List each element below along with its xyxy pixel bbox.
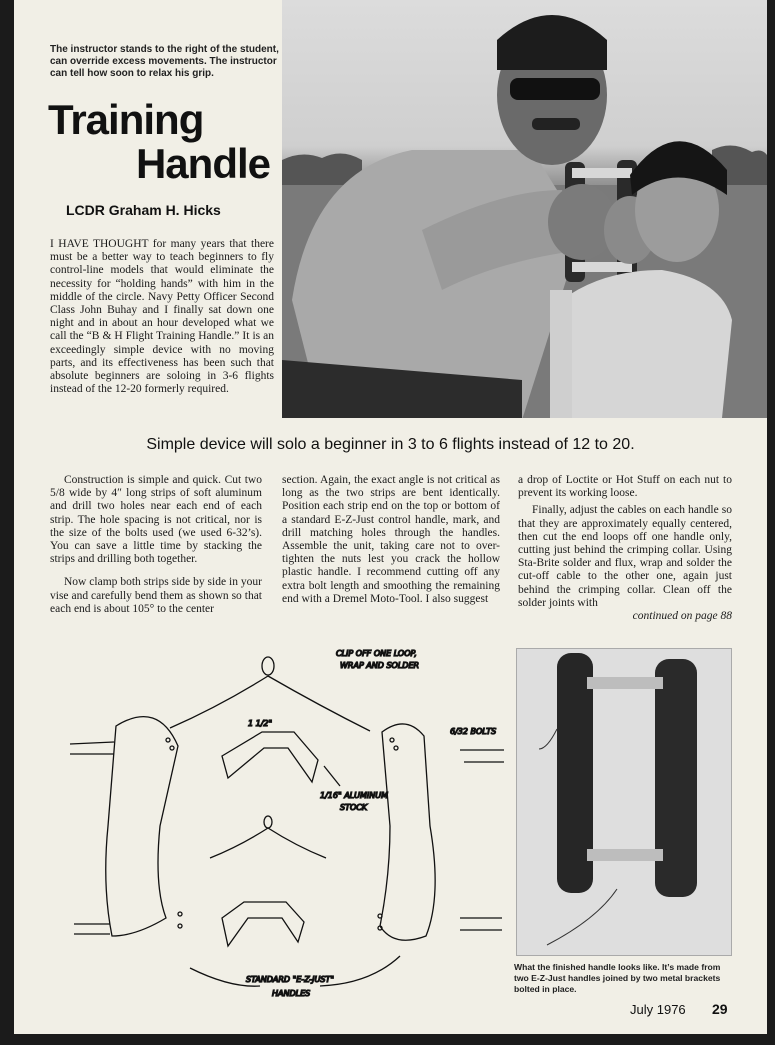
subheadline: Simple device will solo a beginner in 3 to 6 flights instead of 12 to 20.	[146, 436, 635, 453]
author-byline: LCDR Graham H. Hicks	[66, 202, 221, 218]
paragraph: Now clamp both strips side by side in your vise and carefully bend them as shown so that each end is about 105° to the center	[50, 576, 262, 615]
paragraph: Construction is simple and quick. Cut two 5/8 wide by 4″ long strips of soft aluminum and drill two holes near each end of each strip. The hole spacing is not critical, nor is the size of the bolts used (we used 6-32’s). You can save a little time by stacking the strips and drilling both together.	[50, 474, 262, 566]
title-line-2: Handle	[135, 140, 270, 187]
label-width: 1 1/2"	[248, 719, 273, 728]
label-aluminum: 1/16" ALUMINUM	[320, 791, 388, 800]
label-clip: CLIP OFF ONE LOOP,	[336, 649, 417, 658]
paragraph: a drop of Loctite or Hot Stuff on each nut to prevent its working loose.	[518, 474, 732, 500]
text-column-2	[282, 474, 500, 606]
intro-paragraph: I HAVE THOUGHT for many years that there must be a better way to teach beginners to fly control-line models that would eliminate the necessity for “holding hands” with him in the middle of the circle. Navy Petty Officer Second Class John Buhay and I finally sat down one night and in about an hour developed what we call the “B & H Flight Training Handle.” It is an exceedingly simple device with no moving parts, and its effectiveness has been such that absolute beginners are soloing in 3-6 flights instead of the 12-20 formerly required.	[50, 238, 274, 396]
continued-note: continued on page 88	[632, 610, 732, 623]
text-column-3	[518, 474, 732, 623]
label-handles: HANDLES	[272, 989, 311, 998]
photo-caption: The instructor stands to the right of the student, can override excess movements. The instructor can tell how soon to relax his grip.	[50, 44, 279, 79]
instructor-student-photo	[282, 0, 767, 418]
label-wrap: WRAP AND SOLDER	[340, 661, 420, 670]
magazine-page	[14, 0, 767, 1034]
label-standard: STANDARD "E-Z-JUST"	[246, 975, 335, 984]
title-line-1: Training	[48, 96, 204, 143]
issue-date: July 1976	[630, 1002, 686, 1017]
page-number: 29	[712, 1001, 728, 1017]
finished-handle-photo	[516, 648, 732, 956]
label-bolts: 6/32 BOLTS	[450, 727, 497, 736]
handle-diagram	[50, 636, 510, 1006]
handle-photo-caption: What the finished handle looks like. It’s made from two E-Z-Just handles joined by two metal brackets bolted in place.	[514, 962, 721, 994]
article-title	[48, 98, 270, 186]
paragraph: section. Again, the exact angle is not critical as long as the two strips are bent identically. Position each strip end on the top or bottom of a standard E-Z-Just control handle, mark, and drill matching holes through the handles. Assemble the unit, taking care not to over-tighten the nuts lest you crack the hollow plastic handle. I recommend cutting off any extra bolt length and smoothing the remaining end with a Dremel Moto-Tool. I also suggest	[282, 474, 500, 605]
text-column-1	[50, 474, 262, 616]
label-stock: STOCK	[340, 803, 368, 812]
paragraph: Finally, adjust the cables on each handle so that they are approximately equally centered, then cut the end loops off one handle only, cutting just behind the crimping collar. Using Sta-Brite solder and flux, wrap and solder the cut-off cable to the other one, again just behind the crimping collar. Clean off the solder joints with	[518, 504, 732, 609]
